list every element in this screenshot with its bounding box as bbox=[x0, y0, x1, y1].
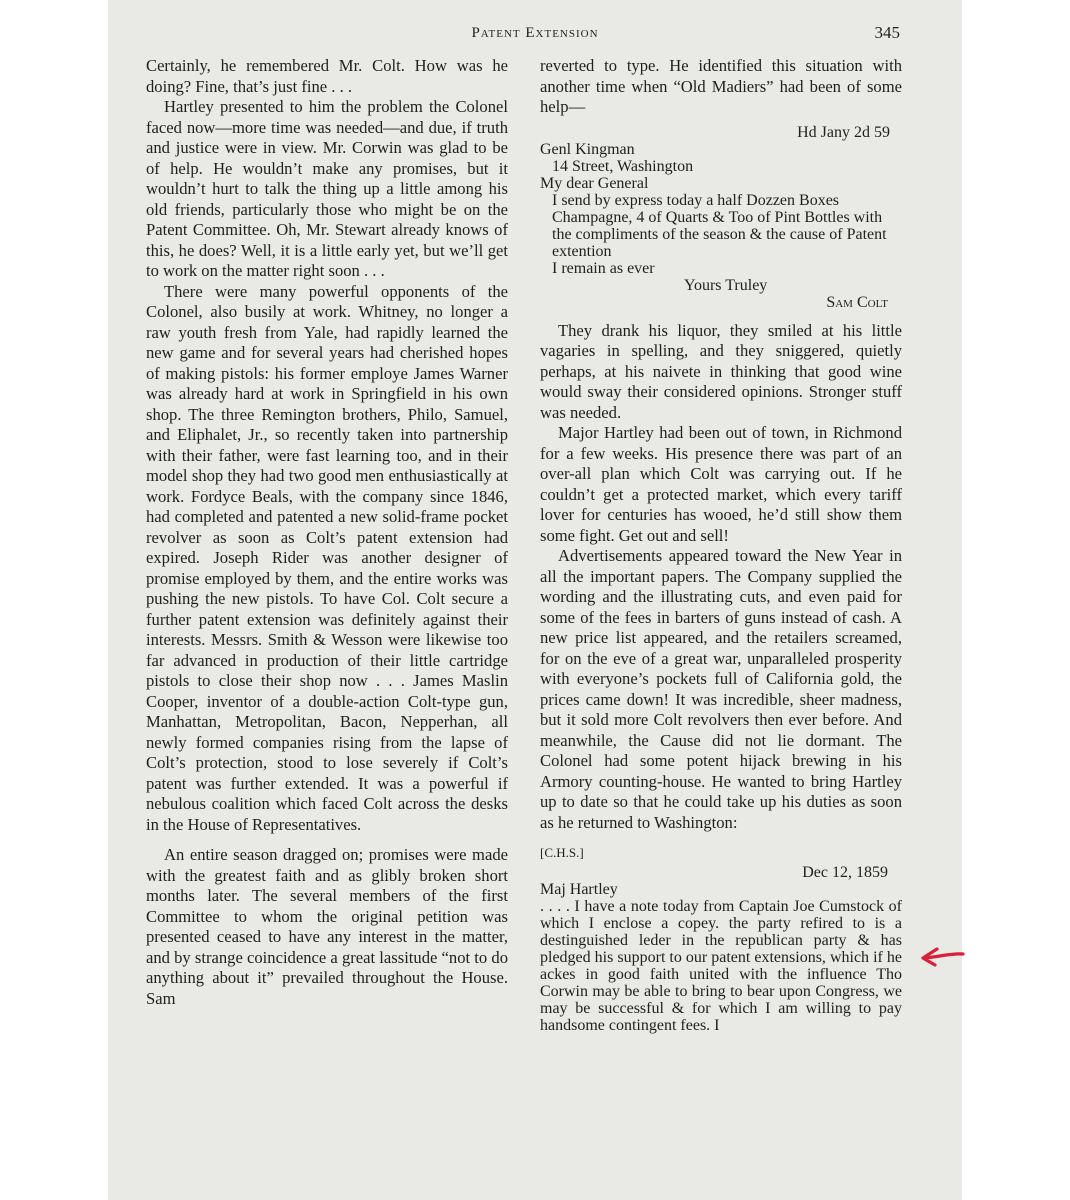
letter-salutation: My dear General bbox=[540, 174, 649, 192]
paragraph: There were many powerful opponents of the Colonel, also busily at work. Whitney, no longer a raw youth fresh from Yale, had rapidly learned the new game and for several years had cherished hopes of making pistols: his former employe James Warner was already hard at work in Springfield in his own shop. The three Remington brothers, Philo, Samuel, and Eliphalet, Jr., so recently taken into partnership with their father, were fast learning too, and in their model shop they had two good men enthusiastically at work. Fordyce Beals, with the company since 1846, had completed and patented a new solid-frame pocket revolver as soon as Colt’s patent extension had expired. Joseph Rider was another designer of promise employed by them, and the entire works was pushing the new pistols. To have Col. Colt secure a further patent extension was definitely against their interests. Messrs. Smith & Wesson were likewise too far advanced in production of their little cartridge pistols to close their shop now . . . James Maslin Cooper, inventor of a double-action Colt-type gun, Manhattan, Metropolitan, Bacon, Nepperhan, all newly formed companies rising from the lapse of Colt’s protection, stood to lose severely if Colt’s patent was further extended. It was a powerful if nebulous coalition which faced Colt across the desks in the House of Representatives. bbox=[146, 281, 508, 834]
letter-body: . . . . I have a note today from Captain Joe Cumstock of which I enclose a copey. the party refired to is a destinguished leder in the republican party & has pledged his support to our patent extensions, which if he ackes in good faith united with the influence Tho Corwin may be able to bring to bear upon Congress, we may be successful & for which I am willing to pay handsome contingent fees. I bbox=[540, 897, 902, 1034]
letter-date: Dec 12, 1859 bbox=[802, 863, 888, 881]
left-column bbox=[146, 56, 508, 1009]
paragraph: Certainly, he remembered Mr. Colt. How was he doing? Fine, that’s just fine . . . bbox=[146, 56, 508, 96]
running-header bbox=[108, 22, 962, 48]
letter-body: I send by express today a half Dozzen Boxes Champagne, 4 of Quarts & Too of Pint Bottles with the compliments of the season & the cause of Patent extention bbox=[552, 191, 887, 260]
chapter-title: Patent Extension bbox=[471, 25, 599, 41]
right-column bbox=[540, 56, 902, 1034]
source-citation: [C.H.S.] bbox=[540, 845, 584, 860]
paragraph: They drank his liquor, they smiled at his little vagaries in spelling, and they sniggered, quietly perhaps, at his naivete in thinking that good wine would sway their considered opinions. Stronger stuff was needed. bbox=[540, 320, 902, 422]
letter-addressee: Genl Kingman bbox=[540, 140, 635, 158]
paragraph: Hartley presented to him the problem the Colonel faced now—more time was needed—and due, if truth and justice were in view. Mr. Corwin was glad to be of help. He wouldn’t make any promises, but it wouldn’t hurt to talk the thing up a little among his old friends, particularly those who might be on the Patent Committee. Oh, Mr. Stewart already knows of this, he does? Well, it is a little early yet, but we’ll get to work on the matter right soon . . . bbox=[146, 97, 508, 280]
paragraph: reverted to type. He identified this situation with another time when “Old Madiers” had been of some help— bbox=[540, 56, 902, 116]
quoted-letter-hartley bbox=[540, 864, 902, 1034]
paragraph: An entire season dragged on; promises were made with the greatest faith and as glibly broken short months later. The several members of the first Committee to whom the original petition was presented ceased to have any interest in the matter, and by strange coincidence a great lassitude “not to do anything about it” prevailed throughout the House. Sam bbox=[146, 845, 508, 1008]
letter-signature: Sam Colt bbox=[826, 293, 888, 311]
letter-closing: Yours Truley bbox=[684, 276, 768, 294]
red-arrow-icon bbox=[917, 940, 967, 970]
page-number: 345 bbox=[874, 23, 900, 42]
letter-date: Hd Jany 2d 59 bbox=[797, 123, 890, 141]
letter-address: 14 Street, Washington bbox=[552, 157, 694, 175]
quoted-letter-kingman bbox=[540, 124, 902, 311]
letter-addressee: Maj Hartley bbox=[540, 880, 618, 898]
paragraph: Major Hartley had been out of town, in Richmond for a few weeks. His presence there was part of an over-all plan which Colt was carrying out. If he couldn’t get a protected market, which every tariff lover for centuries has wooed, he’d still show them some fight. Get out and sell! bbox=[540, 423, 902, 545]
book-page bbox=[108, 0, 962, 1200]
paragraph: Advertisements appeared toward the New Year in all the important papers. The Company supplied the wording and the illustrating cuts, and even paid for some of the fees in barters of guns instead of cash. A new price list appeared, and the retailers screamed, for on the eve of a great war, unparalleled prosperity with everyone’s pockets full of California gold, the prices came down! It was incredible, sheer madness, but it sold more Colt revolvers then ever before. And meanwhile, the Cause did not lie dormant. The Colonel had some potent hijack brewing in his Armory counting-house. He wanted to bring Hartley up to date so that he could take up his duties as soon as he returned to Washington: bbox=[540, 546, 902, 832]
letter-closing: I remain as ever bbox=[552, 259, 655, 277]
